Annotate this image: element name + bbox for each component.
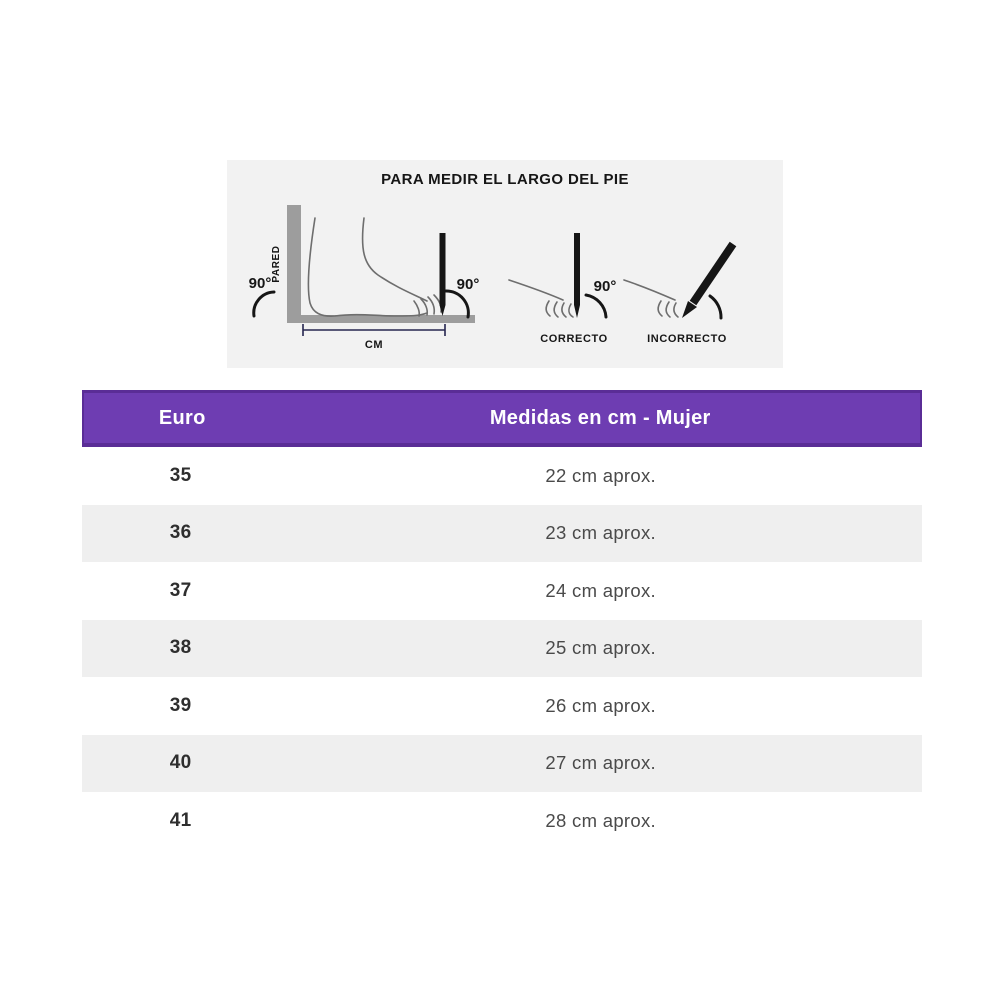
table-row [82, 735, 922, 793]
table-row [82, 447, 922, 505]
measure-cell: 26 cm aprox. [545, 694, 656, 716]
table-row [82, 792, 922, 850]
measure-cell: 24 cm aprox. [545, 579, 656, 601]
size-table [82, 390, 922, 850]
size-cell: 37 [169, 579, 192, 601]
size-cell: 36 [169, 522, 192, 544]
incorrect-toes-topline [624, 280, 675, 300]
correct-angle-label: 90° [593, 278, 617, 295]
measure-cell: 27 cm aprox. [545, 752, 656, 774]
left-angle-label: 90° [248, 275, 272, 292]
cm-label: CM [364, 339, 384, 351]
diagram-title: PARA MEDIR EL LARGO DEL PIE [381, 171, 629, 188]
table-header-row [82, 390, 922, 447]
size-cell: 35 [169, 464, 192, 486]
wall-shape [287, 205, 301, 323]
correct-pencil-tip [574, 305, 580, 318]
correct-toes-sketch [546, 301, 573, 317]
measure-cell: 23 cm aprox. [545, 522, 656, 544]
measure-cell: 25 cm aprox. [545, 637, 656, 659]
table-row [82, 677, 922, 735]
correct-angle-arc [586, 295, 606, 317]
measure-cell: 28 cm aprox. [545, 809, 656, 831]
incorrect-angle-arc [710, 296, 721, 318]
incorrect-label: INCORRECTO [647, 333, 727, 345]
foot-measuring-illustration [227, 160, 783, 368]
size-cell: 38 [169, 637, 192, 659]
pencil-icon [440, 233, 446, 305]
right-angle-label: 90° [456, 276, 480, 293]
correct-toes-topline [509, 280, 563, 300]
wall-label: PARED [271, 245, 282, 283]
size-cell: 40 [169, 752, 192, 774]
foot-measuring-diagram [227, 160, 783, 368]
right-angle-arc [446, 291, 468, 317]
size-cell: 39 [169, 694, 192, 716]
table-row [82, 620, 922, 678]
foot-toes-sketch [414, 295, 441, 316]
table-row [82, 505, 922, 563]
correct-pencil-icon [574, 233, 580, 305]
foot-outline-heel [308, 218, 427, 316]
left-angle-arc [254, 292, 274, 316]
column-header-euro: Euro [158, 406, 206, 429]
table-row [82, 562, 922, 620]
correct-label: CORRECTO [540, 333, 608, 345]
column-header-medidas: Medidas en cm - Mujer [489, 406, 711, 429]
measure-cell: 22 cm aprox. [545, 464, 656, 486]
incorrect-pencil-icon [693, 244, 733, 303]
foot-outline-top [363, 218, 427, 301]
incorrect-toes-sketch [658, 301, 678, 317]
size-cell: 41 [169, 809, 192, 831]
table-body [82, 447, 922, 850]
